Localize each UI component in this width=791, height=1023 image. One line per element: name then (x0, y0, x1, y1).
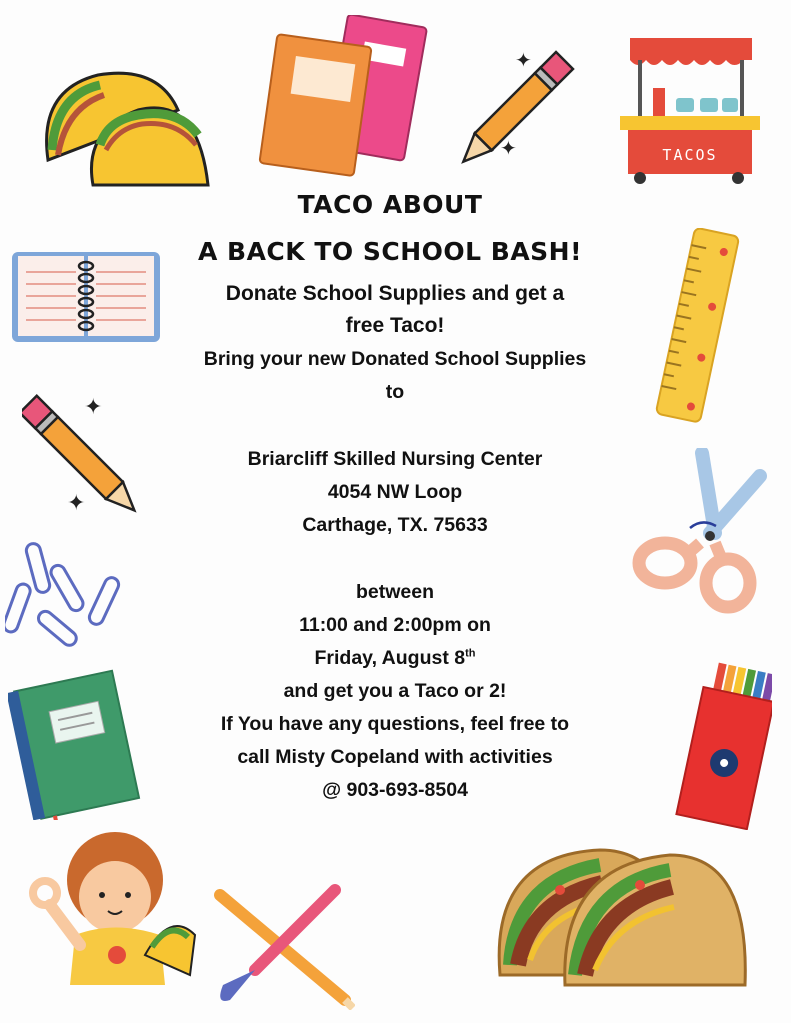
get-taco-line: and get you a Taco or 2! (283, 680, 507, 702)
ruler-icon (640, 228, 755, 423)
questions-line: If You have any questions, feel free to (220, 713, 570, 735)
flyer-title-line-1: TACO ABOUT (297, 190, 483, 219)
to-line: to (385, 381, 405, 403)
contact-line: call Misty Copeland with activities (237, 746, 553, 768)
pencil-left-icon (22, 390, 152, 525)
tacos-icon (38, 50, 213, 190)
svg-text:✦: ✦ (84, 395, 103, 420)
green-notebook-icon (8, 665, 143, 820)
free-taco-line: free Taco! (345, 314, 445, 337)
paper-clips-icon (5, 538, 125, 648)
donate-line: Donate School Supplies and get a (225, 282, 565, 305)
books-icon (258, 15, 428, 180)
svg-text:✦: ✦ (515, 48, 532, 72)
street-address: 4054 NW Loop (327, 481, 463, 503)
time-line: 11:00 and 2:00pm on (299, 614, 491, 636)
scissors-icon (630, 448, 770, 618)
flyer-title-line-2: A BACK TO SCHOOL BASH! (197, 237, 583, 266)
phone-number: @ 903-693-8504 (322, 779, 468, 801)
svg-text:✦: ✦ (67, 491, 86, 516)
cart-sign: TACOS (662, 146, 718, 164)
tacos-bottom-icon (490, 825, 760, 990)
pencil-and-brush-icon (205, 880, 355, 1010)
svg-text:✦: ✦ (500, 136, 517, 160)
crayon-box-icon (652, 655, 772, 830)
open-notebook-icon (10, 250, 162, 345)
pencil-icon (455, 45, 580, 175)
taco-cart-icon (618, 38, 763, 188)
between-line: between (355, 581, 435, 603)
kid-eating-taco-icon (20, 825, 200, 985)
date-line: Friday, August 8th (314, 647, 476, 669)
venue-name: Briarcliff Skilled Nursing Center (247, 448, 543, 470)
city-address: Carthage, TX. 75633 (302, 514, 488, 536)
bring-supplies-line: Bring your new Donated School Supplies (203, 348, 587, 370)
